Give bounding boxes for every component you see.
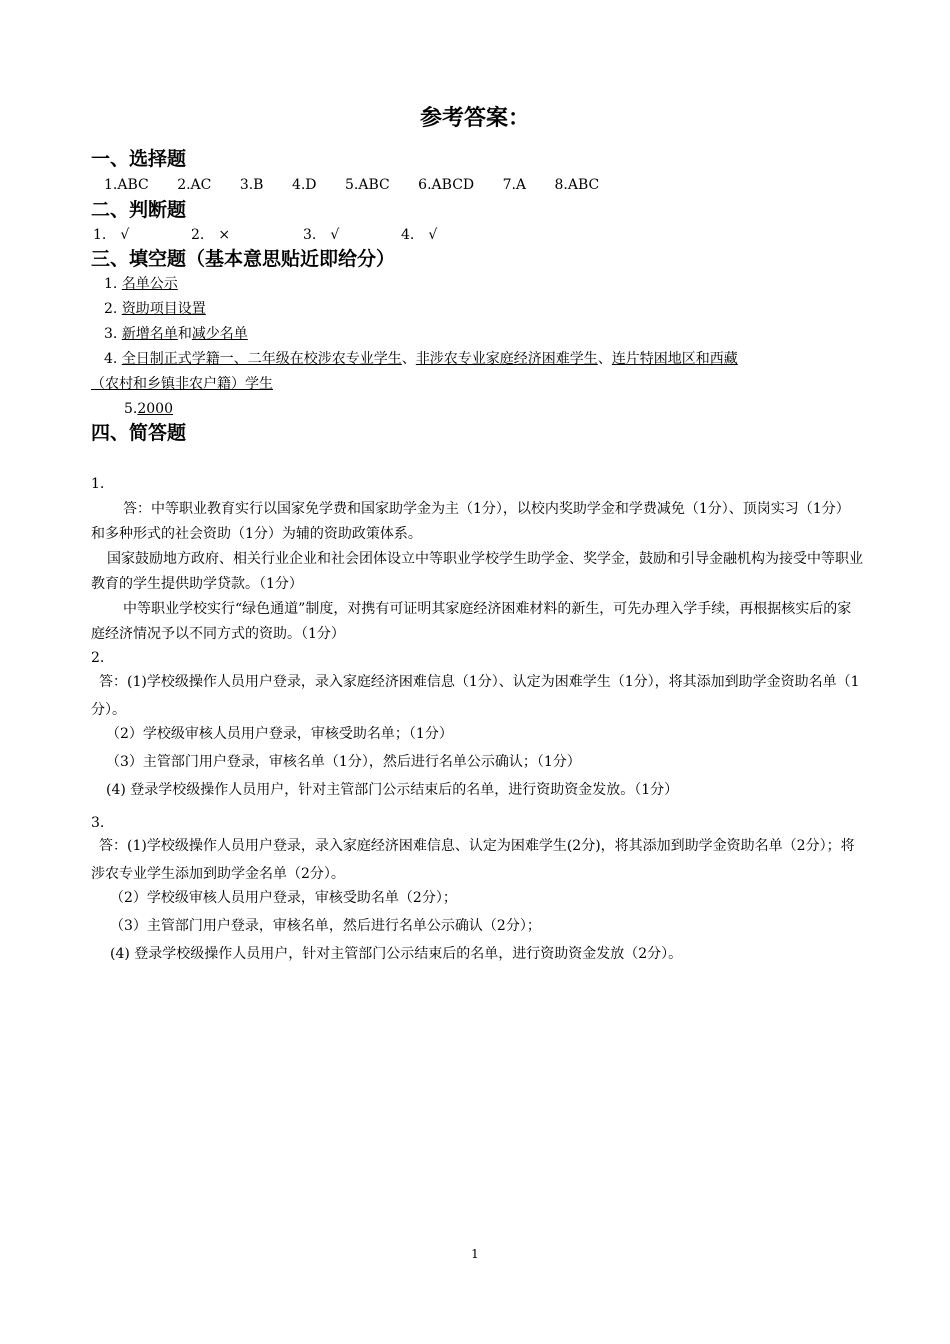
- short-q1-paragraph: 答：中等职业教育实行以国家免学费和国家助学金为主（1分），以校内奖助学金和学费减免（1分）、顶岗实习（1分）和多种形式的社会资助（1分）为辅的资助政策体系。: [91, 501, 850, 542]
- section-heading-choice: 一、选择题: [91, 148, 187, 170]
- choice-answer: 5.ABC: [344, 177, 390, 193]
- fill-answer: 2000: [137, 401, 173, 417]
- fill-answer: 新增名单: [121, 326, 178, 342]
- short-q1-paragraph: 国家鼓励地方政府、相关行业企业和社会团体设立中等职业学校学生助学金、奖学金，鼓励和引导金融机构为接受中等职业教育的学生提供助学贷款。（1分）: [91, 551, 863, 592]
- short-q3-paragraph: （3）主管部门用户登录，审核名单，然后进行名单公示确认（2分）；: [110, 918, 541, 934]
- judge-answer: 3. √: [303, 227, 340, 243]
- judge-answer: 2. ×: [191, 227, 231, 243]
- section-heading-fill: 三、填空题（基本意思贴近即给分）: [91, 248, 396, 270]
- short-q3-number: 3.: [91, 815, 105, 831]
- fill-answer: 全日制正式学籍一、二年级在校涉农专业学生: [121, 351, 402, 367]
- page-number: 1: [471, 1247, 479, 1261]
- fill-item-4: 4. 全日制正式学籍一、二年级在校涉农专业学生、非涉农专业家庭经济困难学生、连片特困地区和西藏: [104, 351, 738, 367]
- choice-answer: 4.D: [291, 177, 317, 193]
- fill-answer: 连片特困地区和西藏: [611, 351, 738, 367]
- short-q2-number: 2.: [91, 650, 105, 666]
- page-title: 参考答案：: [419, 106, 530, 131]
- fill-item-2: 2. 资助项目设置: [104, 301, 206, 317]
- choice-answer: 7.A: [502, 177, 527, 193]
- short-q3-paragraph: 答：(1)学校级操作人员用户登录，录入家庭经济困难信息、认定为困难学生(2分)，将其添加到助学金资助名单（2分）；将涉农专业学生添加到助学金名单（2分）。: [91, 838, 855, 882]
- fill-item-5: 5.2000: [124, 401, 173, 417]
- fill-item-3: 3. 新增名单和减少名单: [104, 326, 248, 342]
- fill-item-1: 1. 名单公示: [104, 276, 178, 292]
- fill-item-4-continued: [91, 374, 273, 394]
- short-q2-paragraph: （2）学校级审核人员用户登录，审核受助名单；（1分）: [106, 726, 453, 742]
- judge-answer: 4. √: [401, 227, 438, 243]
- section-heading-judge: 二、判断题: [91, 199, 187, 221]
- fill-answer: 非涉农专业家庭经济困难学生: [415, 351, 598, 367]
- short-q3-paragraph: （2）学校级审核人员用户登录，审核受助名单（2分）；: [110, 890, 457, 906]
- fill-answer: 减少名单: [191, 326, 248, 342]
- judge-answer: 1. √: [93, 227, 130, 243]
- judge-answers: [93, 225, 499, 245]
- choice-answers: [104, 175, 623, 195]
- section-heading-short: 四、简答题: [91, 422, 187, 444]
- short-q1-number: 1.: [91, 476, 105, 492]
- short-q2-paragraph: 答：(1)学校级操作人员用户登录，录入家庭经济困难信息（1分）、认定为困难学生（1分），将其添加到助学金资助名单（1分）。: [91, 674, 860, 718]
- short-q2-paragraph: (4) 登录学校级操作人员用户，针对主管部门公示结束后的名单，进行资助资金发放。（1分）: [106, 782, 679, 798]
- choice-answer: 1.ABC: [104, 177, 149, 193]
- choice-answer: 8.ABC: [554, 177, 600, 193]
- short-q3-paragraph: (4) 登录学校级操作人员用户，针对主管部门公示结束后的名单，进行资助资金发放（2分）。: [110, 946, 683, 962]
- choice-answer: 6.ABCD: [418, 177, 475, 193]
- choice-answer: 2.AC: [177, 177, 212, 193]
- short-q1-paragraph: 中等职业学校实行“绿色通道”制度，对携有可证明其家庭经济困难材料的新生，可先办理入学手续，再根据核实后的家庭经济情况予以不同方式的资助。（1分）: [91, 601, 852, 642]
- fill-answer: 名单公示: [121, 276, 178, 292]
- fill-answer: （农村和乡镇非农户籍）学生: [91, 376, 273, 392]
- short-q2-paragraph: （3）主管部门用户登录，审核名单（1分），然后进行名单公示确认；（1分）: [106, 754, 581, 770]
- choice-answer: 3.B: [239, 177, 264, 193]
- fill-answer: 资助项目设置: [121, 301, 206, 317]
